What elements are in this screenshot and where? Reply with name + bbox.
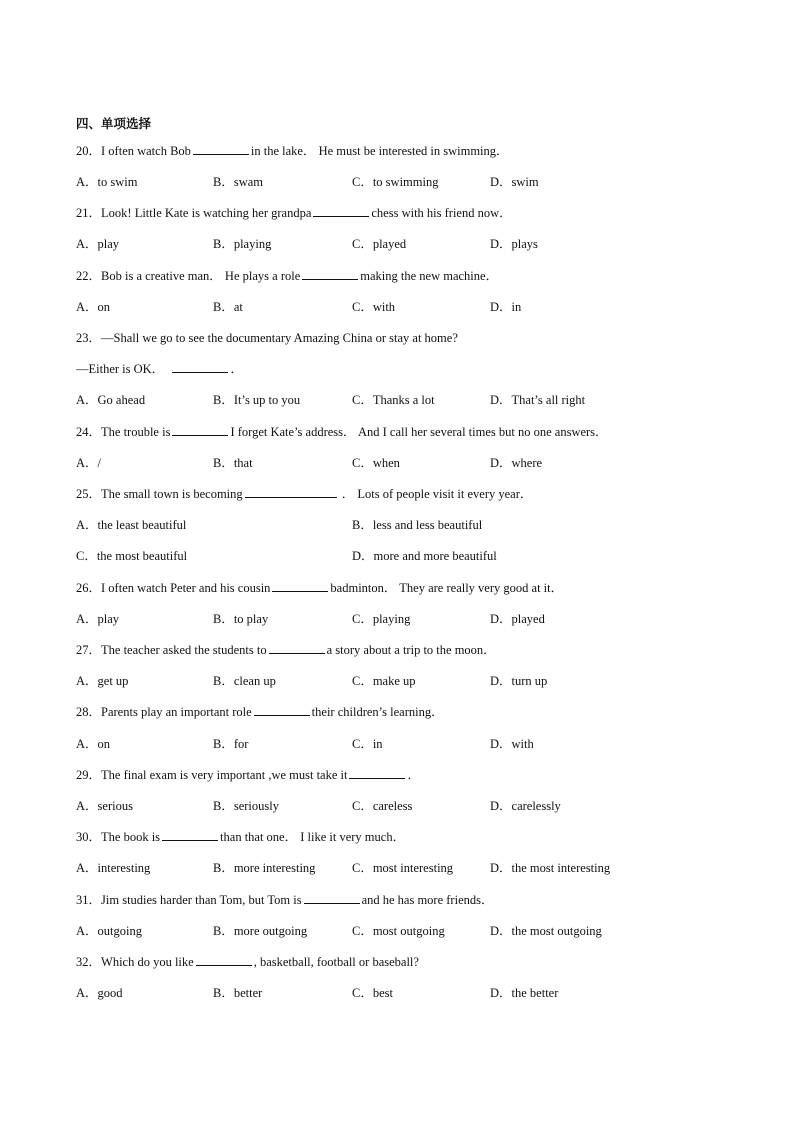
answer-blank — [302, 268, 358, 280]
option-c: C．the most beautiful — [76, 549, 188, 563]
question-23-reply: —Either is OK． ． — [76, 362, 243, 376]
option-c: C．Thanks a lot — [352, 393, 435, 407]
option-b: B．playing — [213, 237, 272, 251]
option-a: A．get up — [76, 674, 129, 688]
question-24: 24．The trouble is I forget Kate’s address． And I call her several times but no one answers． — [76, 425, 608, 439]
question-27: 27．The teacher asked the students to a story about a trip to the moon． — [76, 643, 496, 657]
option-a: A．good — [76, 986, 123, 1000]
option-b: B．seriously — [213, 799, 279, 813]
option-c: C．when — [352, 456, 400, 470]
option-b: B．It’s up to you — [213, 393, 301, 407]
option-b: B．at — [213, 300, 243, 314]
option-d: D．with — [490, 737, 534, 751]
option-d: D．plays — [490, 237, 538, 251]
option-b: B．that — [213, 456, 253, 470]
answer-blank — [162, 829, 218, 841]
answer-blank — [313, 205, 369, 217]
option-d: D．turn up — [490, 674, 548, 688]
question-28: 28．Parents play an important role their children’s learning． — [76, 705, 444, 719]
answer-blank — [349, 767, 405, 779]
option-c: C．make up — [352, 674, 416, 688]
answer-blank — [304, 892, 360, 904]
answer-blank — [193, 143, 249, 155]
question-22: 22．Bob is a creative man． He plays a role making the new machine． — [76, 269, 499, 283]
option-a: A．to swim — [76, 175, 138, 189]
option-b: B．swam — [213, 175, 264, 189]
option-a: A．play — [76, 612, 120, 626]
question-25: 25．The small town is becoming ． Lots of people visit it every year． — [76, 487, 533, 501]
question-31: 31．Jim studies harder than Tom, but Tom is and he has more friends． — [76, 893, 494, 907]
option-d: D．played — [490, 612, 545, 626]
option-b: B．less and less beautiful — [352, 518, 483, 532]
option-c: C．with — [352, 300, 396, 314]
option-b: B．more interesting — [213, 861, 316, 875]
option-c: C．played — [352, 237, 407, 251]
option-b: B．to play — [213, 612, 269, 626]
answer-blank — [245, 486, 337, 498]
option-b: B．for — [213, 737, 249, 751]
question-29: 29．The final exam is very important ,we must take it ． — [76, 768, 420, 782]
option-a: A．on — [76, 300, 111, 314]
option-b: B．more outgoing — [213, 924, 308, 938]
answer-blank — [196, 954, 252, 966]
option-d: D．the most interesting — [490, 861, 611, 875]
answer-blank — [172, 424, 228, 436]
option-a: A．serious — [76, 799, 133, 813]
option-b: B．better — [213, 986, 263, 1000]
option-d: D．the most outgoing — [490, 924, 602, 938]
option-c: C．careless — [352, 799, 413, 813]
option-d: D．swim — [490, 175, 539, 189]
option-c: C．best — [352, 986, 393, 1000]
option-b: B．clean up — [213, 674, 276, 688]
option-c: C．in — [352, 737, 383, 751]
option-a: A．interesting — [76, 861, 151, 875]
option-c: C．playing — [352, 612, 411, 626]
section-title: 四、单项选择 — [76, 117, 152, 131]
question-32: 32．Which do you like , basketball, football or baseball? — [76, 955, 419, 969]
answer-blank — [272, 580, 328, 592]
question-30: 30．The book is than that one． I like it very much． — [76, 830, 406, 844]
option-a: A．outgoing — [76, 924, 142, 938]
option-a: A．/ — [76, 456, 102, 470]
option-d: D．carelessly — [490, 799, 561, 813]
option-c: C．most interesting — [352, 861, 454, 875]
option-c: C．most outgoing — [352, 924, 445, 938]
option-a: A．Go ahead — [76, 393, 146, 407]
option-a: A．play — [76, 237, 120, 251]
option-d: D．in — [490, 300, 522, 314]
answer-blank — [269, 642, 325, 654]
question-26: 26．I often watch Peter and his cousin badminton． They are really very good at it． — [76, 581, 564, 595]
option-a: A．the least beautiful — [76, 518, 187, 532]
answer-blank — [172, 361, 228, 373]
option-d: D．where — [490, 456, 543, 470]
answer-blank — [254, 704, 310, 716]
option-a: A．on — [76, 737, 111, 751]
question-21: 21．Look! Little Kate is watching her grandpa chess with his friend now． — [76, 206, 512, 220]
option-c: C．to swimming — [352, 175, 439, 189]
question-20: 20．I often watch Bob in the lake． He must be interested in swimming． — [76, 144, 509, 158]
option-d: D．more and more beautiful — [352, 549, 497, 563]
option-d: D．the better — [490, 986, 559, 1000]
option-d: D．That’s all right — [490, 393, 586, 407]
question-23: 23．—Shall we go to see the documentary Amazing China or stay at home? — [76, 331, 458, 345]
